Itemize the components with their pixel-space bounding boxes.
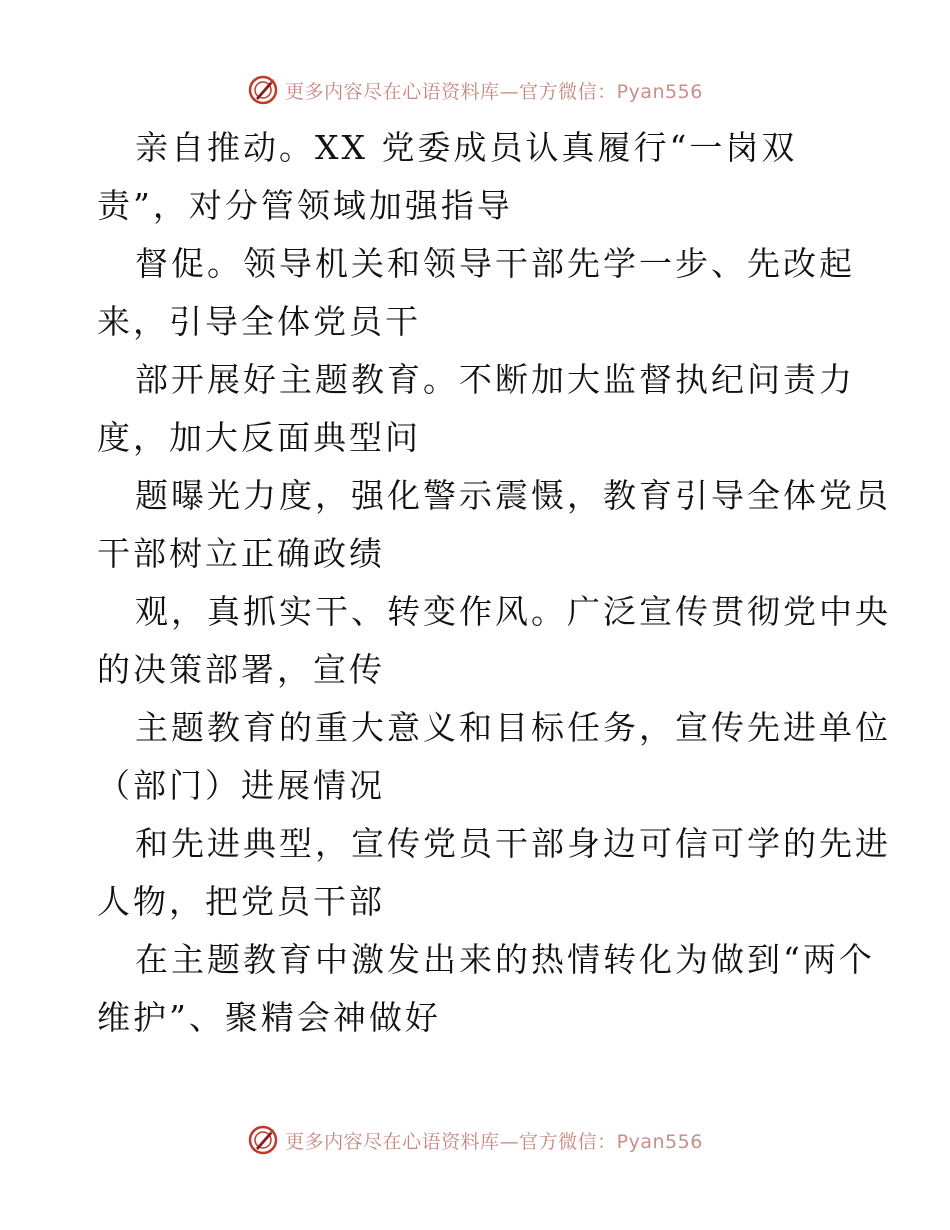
body-line: 来，引导全体党员干 xyxy=(97,302,421,341)
watermark-label: 更多内容尽在心语资料库—官方微信： xyxy=(285,80,617,103)
body-line: 维护”、聚精会神做好 xyxy=(97,998,441,1037)
body-line: 人物，把党员干部 xyxy=(97,882,385,921)
body-line: （部门）进展情况 xyxy=(97,766,385,805)
body-line: 题曝光力度，强化警示震慑，教育引导全体党员 xyxy=(135,476,891,515)
watermark-handle: Pyan556 xyxy=(616,80,703,103)
body-line: 在主题教育中激发出来的热情转化为做到“两个 xyxy=(135,940,875,979)
watermark-handle: Pyan556 xyxy=(616,1130,703,1153)
body-line: 度，加大反面典型问 xyxy=(97,418,421,457)
header-watermark xyxy=(0,70,950,110)
body-line: 亲自推动。XX 党委成员认真履行“一岗双 xyxy=(135,128,798,167)
watermark-label: 更多内容尽在心语资料库—官方微信： xyxy=(285,1130,617,1153)
quill-logo-icon xyxy=(247,74,279,106)
watermark-text xyxy=(285,77,703,104)
body-line: 和先进典型，宣传党员干部身边可信可学的先进 xyxy=(135,824,891,863)
body-line: 责”，对分管领域加强指导 xyxy=(97,186,513,225)
quill-logo-icon xyxy=(247,1124,279,1156)
body-line: 干部树立正确政绩 xyxy=(97,534,385,573)
body-line: 部开展好主题教育。不断加大监督执纪问责力 xyxy=(135,360,855,399)
body-line: 观，真抓实干、转变作风。广泛宣传贯彻党中央 xyxy=(135,592,891,631)
body-line: 的决策部署，宣传 xyxy=(97,650,385,689)
body-line: 主题教育的重大意义和目标任务，宣传先进单位 xyxy=(135,708,891,747)
footer-watermark xyxy=(0,1120,950,1160)
body-line: 督促。领导机关和领导干部先学一步、先改起 xyxy=(135,244,855,283)
watermark-text xyxy=(285,1127,703,1154)
